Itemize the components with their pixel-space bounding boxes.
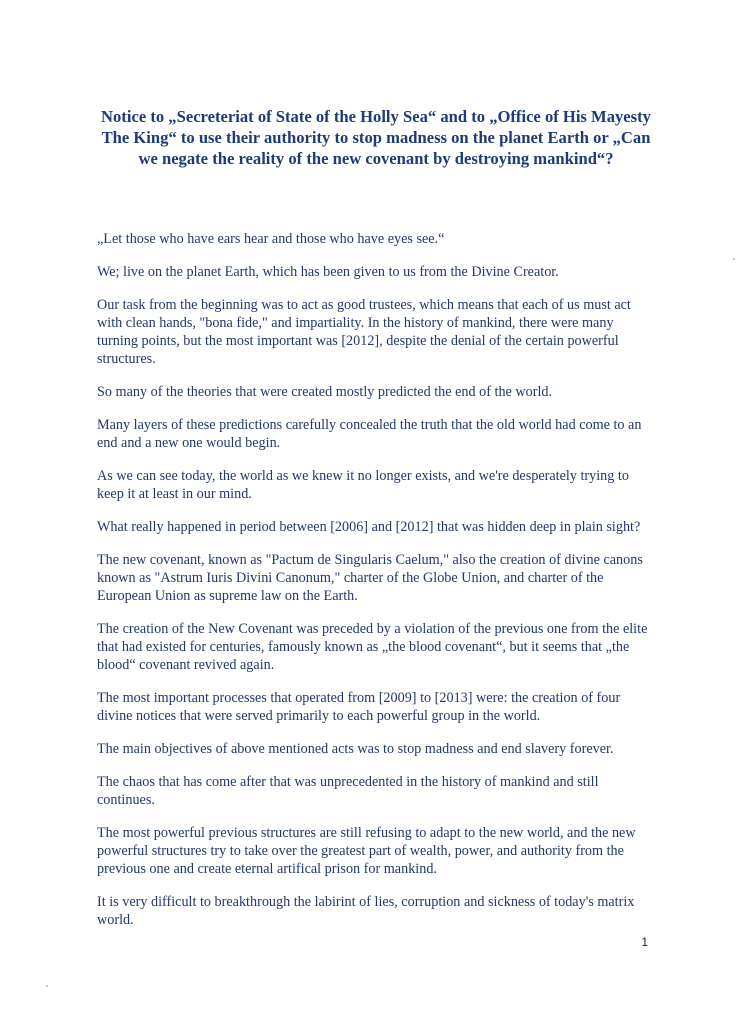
- document-body: [97, 230, 657, 944]
- paragraph: It is very difficult to breakthrough the labirint of lies, corruption and sickness of today's matrix world.: [97, 894, 635, 929]
- paragraph: Many layers of these predictions carefully concealed the truth that the old world had come to an end and a new one would begin.: [97, 416, 642, 451]
- paragraph: The most powerful previous structures are still refusing to adapt to the new world, and the new powerful structures try to take over the greatest part of wealth, power, and authority from the previous one and create eternal artifical prison for mankind.: [97, 824, 636, 878]
- paragraph: The creation of the New Covenant was preceded by a violation of the previous one from the elite that had existed for centuries, famously known as „the blood covenant“, but it seems that „the blood“ covenant revived again.: [97, 620, 648, 674]
- document-title: Notice to „Secreteriat of State of the Holly Sea“ and to „Office of His Mayesty The King“ to use their authority to stop madness on the planet Earth or „Can we negate the reality of the new covenant by destroying mankind“?: [101, 107, 651, 168]
- paragraph: The main objectives of above mentioned acts was to stop madness and end slavery forever.: [97, 741, 614, 757]
- paragraph: As we can see today, the world as we knew it no longer exists, and we're desperately trying to keep it at least in our mind.: [97, 467, 629, 502]
- paragraph: So many of the theories that were created mostly predicted the end of the world.: [97, 384, 553, 400]
- paragraph: The most important processes that operated from [2009] to [2013] were: the creation of four divine notices that were served primarily to each powerful group in the world.: [97, 690, 621, 725]
- paragraph: „Let those who have ears hear and those who have eyes see.“: [97, 231, 445, 247]
- paragraph: We; live on the planet Earth, which has been given to us from the Divine Creator.: [97, 263, 559, 280]
- paragraph: The new covenant, known as "Pactum de Singularis Caelum," also the creation of divine canons known as "Astrum Iuris Divini Canonum," charter of the Globe Union, and charter of the European Union as supreme law on the Earth.: [97, 551, 643, 604]
- page-number: 1: [641, 935, 648, 949]
- scan-speck: [733, 258, 735, 260]
- paragraph: Our task from the beginning was to act as good trustees, which means that each of us must act with clean hands, "bona fide," and impartiality. In the history of mankind, there were many turning points, but the most important was [2012], despite the denial of the certain powerful structures.: [97, 296, 631, 368]
- scan-speck: [46, 985, 48, 987]
- paragraph: The chaos that has come after that was unprecedented in the history of mankind and still continues.: [97, 773, 599, 808]
- paragraph: What really happened in period between [2006] and [2012] that was hidden deep in plain sight?: [97, 518, 641, 535]
